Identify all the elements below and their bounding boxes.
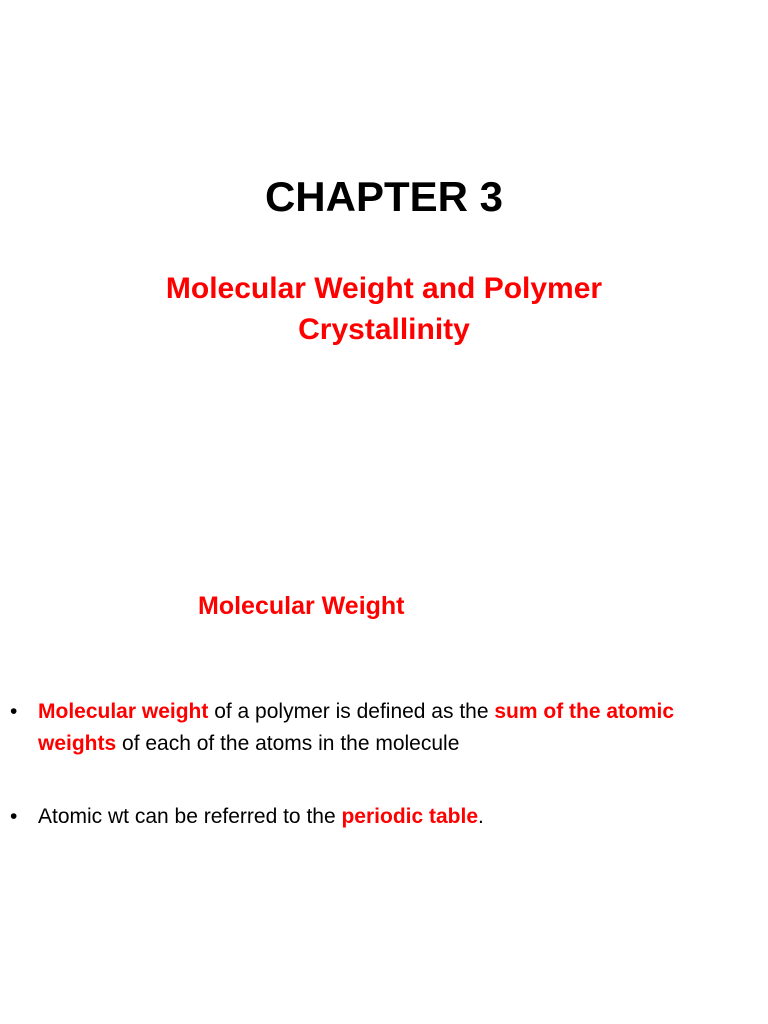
body-text: of each of the atoms in the molecule	[116, 732, 460, 755]
body-text: Atomic wt can be referred to the	[38, 805, 342, 828]
bullet-item-definition	[10, 696, 750, 760]
chapter-subtitle: Molecular Weight and Polymer Crystallinity	[165, 272, 603, 346]
bullet-item-periodic-table	[10, 801, 750, 833]
highlight-term: sum of the atomic weights	[38, 700, 675, 755]
chapter-title: CHAPTER 3	[264, 173, 504, 220]
bullet-text	[38, 801, 750, 833]
slide-molecular-weight	[0, 512, 768, 1024]
bullet-icon: •	[10, 805, 18, 828]
body-text: .	[478, 805, 484, 828]
bullet-icon: •	[10, 700, 18, 723]
highlight-term: periodic table	[341, 805, 479, 828]
section-heading: Molecular Weight	[198, 592, 405, 620]
bullet-text	[38, 696, 750, 760]
body-text: of a polymer is defined as the	[208, 700, 495, 723]
highlight-term: Molecular weight	[38, 700, 209, 723]
